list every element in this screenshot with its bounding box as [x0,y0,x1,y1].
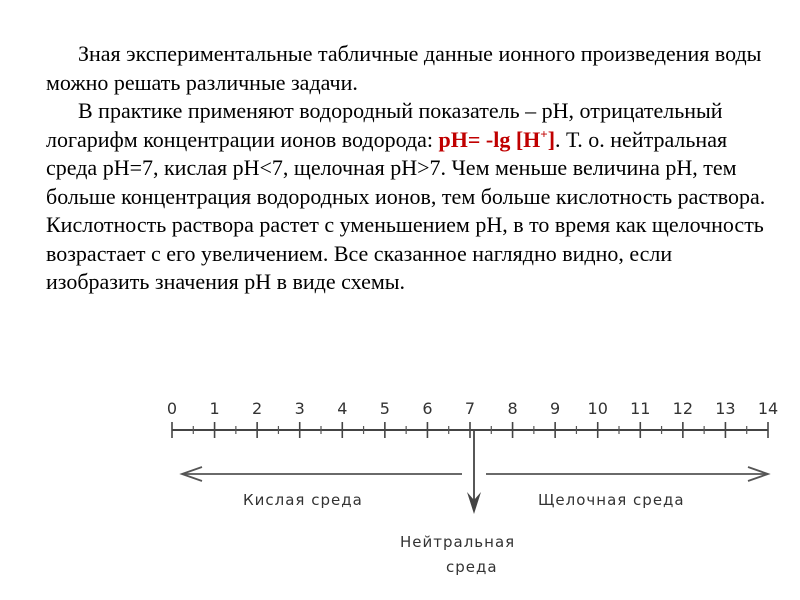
ph-tick-label-10: 10 [587,399,608,418]
ph-formula-main: рН= -lg [Н [438,126,541,152]
ph-tick-label-2: 2 [252,399,263,418]
neutral-zone-label-1: Нейтральная [400,533,516,551]
ph-tick-label-6: 6 [422,399,433,418]
acid-zone-label: Кислая среда [243,491,363,509]
ph-formula-close: ] [547,126,556,152]
paragraph-1: Зная экспериментальные табличные данные ионного произведения воды можно решать различные задачи. [46,41,762,95]
ph-tick-label-5: 5 [379,399,390,418]
ph-tick-label-1: 1 [209,399,220,418]
ph-tick-label-13: 13 [715,399,736,418]
ph-ticks [167,399,778,438]
ph-tick-label-3: 3 [294,399,305,418]
ph-tick-label-7: 7 [464,399,476,418]
base-zone-label: Щелочная среда [538,491,685,509]
ph-tick-label-12: 12 [672,399,694,418]
ph-tick-label-4: 4 [337,399,348,418]
ph-tick-label-11: 11 [630,399,651,418]
ph-formula-sup: + [540,126,548,142]
paragraph-2-rest: . Т. о. нейтральная среда рН=7, кислая рН<7, щелочная рН>7. Чем меньше величина рН, тем больше концентрация водородных ионов, тем больше кислотность раствора. Кислотность раствора растет с уменьшением рН, в то время как щелочность возрастает с его увеличением. Все сказанное наглядно видно, если изобразить значения рН в виде схемы. [46,126,766,294]
ph-tick-label-14: 14 [757,399,779,418]
neutral-zone-label-2: среда [446,558,498,576]
paragraph-2-intro: В практике применяют водородный показатель – рН, отрицательный логарифм концентрации ионов водорода: [46,98,723,152]
ph-tick-label-8: 8 [507,399,518,418]
ph-tick-label-9: 9 [550,399,561,418]
ph-tick-label-0: 0 [166,399,178,418]
